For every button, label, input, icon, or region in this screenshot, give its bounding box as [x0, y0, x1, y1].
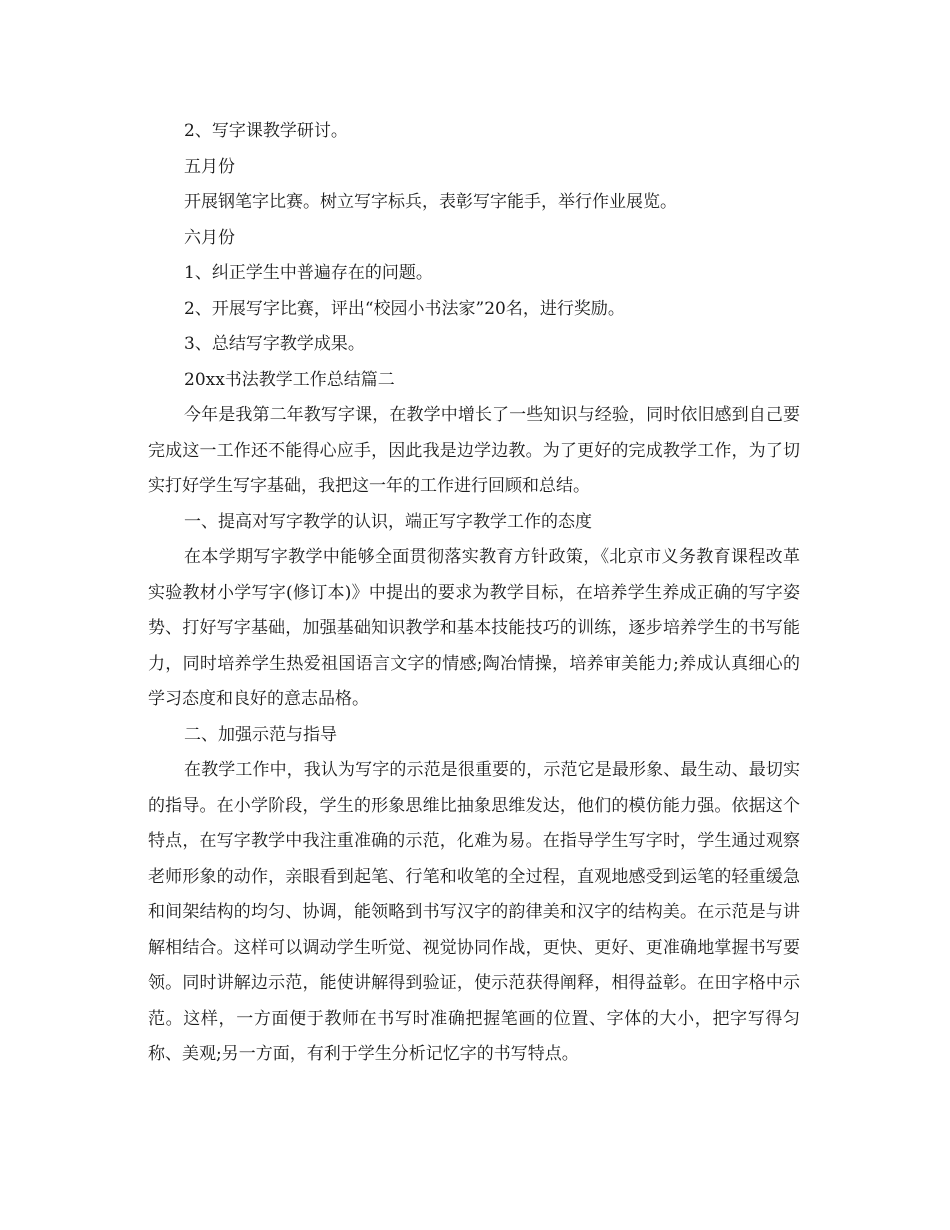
list-item-writing-seminar: 2、写字课教学研讨。 [184, 121, 348, 141]
may-activities: 开展钢笔字比赛。树立写字标兵，表彰写字能手，举行作业展览。 [184, 192, 677, 212]
document-page [148, 114, 800, 1073]
section-june: 六月份 [184, 227, 235, 248]
june-item-3: 3、总结写字教学成果。 [184, 334, 365, 354]
article-title: 20xx书法教学工作总结篇二 [184, 369, 395, 390]
section-1-paragraph: 在本学期写字教学中能够全面贯彻落实教育方针政策，《北京市义务教育课程改革实验教材小学写字(修订本)》中提出的要求为教学目标，在培养学生养成正确的写字姿势、打好写字基础，加强基础知识教学和基本技能技巧的训练，逐步培养学生的书写能力，同时培养学生热爱祖国语言文字的情感;陶冶情操，培养审美能力;养成认真细心的学习态度和良好的意志品格。 [148, 547, 800, 709]
june-item-2: 2、开展写字比赛，评出“校园小书法家”20名，进行奖励。 [184, 298, 625, 319]
section-may: 五月份 [184, 156, 235, 177]
section-heading-1: 一、提高对写字教学的认识，端正写字教学工作的态度 [184, 511, 592, 532]
section-heading-2: 二、加强示范与指导 [184, 724, 337, 745]
section-2-paragraph: 在教学工作中，我认为写字的示范是很重要的，示范它是最形象、最生动、最切实的指导。在小学阶段，学生的形象思维比抽象思维发达，他们的模仿能力强。依据这个特点，在写字教学中我注重准确的示范，化难为易。在指导学生写字时，学生通过观察老师形象的动作，亲眼看到起笔、行笔和收笔的全过程，直观地感受到运笔的轻重缓急和间架结构的均匀、协调，能领略到书写汉字的韵律美和汉字的结构美。在示范是与讲解相结合。这样可以调动学生听觉、视觉协同作战，更快、更好、更准确地掌握书写要领。同时讲解边示范，能使讲解得到验证，使示范获得阐释，相得益彰。在田字格中示范。这样，一方面便于教师在书写时准确把握笔画的位置、字体的大小，把字写得匀称、美观;另一方面，有利于学生分析记忆字的书写特点。 [148, 760, 800, 1064]
june-item-1: 1、纠正学生中普遍存在的问题。 [184, 263, 433, 283]
intro-paragraph: 今年是我第二年教写字课，在教学中增长了一些知识与经验，同时依旧感到自己要完成这一工作还不能得心应手，因此我是边学边教。为了更好的完成教学工作，为了切实打好学生写字基础，我把这一年的工作进行回顾和总结。 [148, 405, 800, 496]
